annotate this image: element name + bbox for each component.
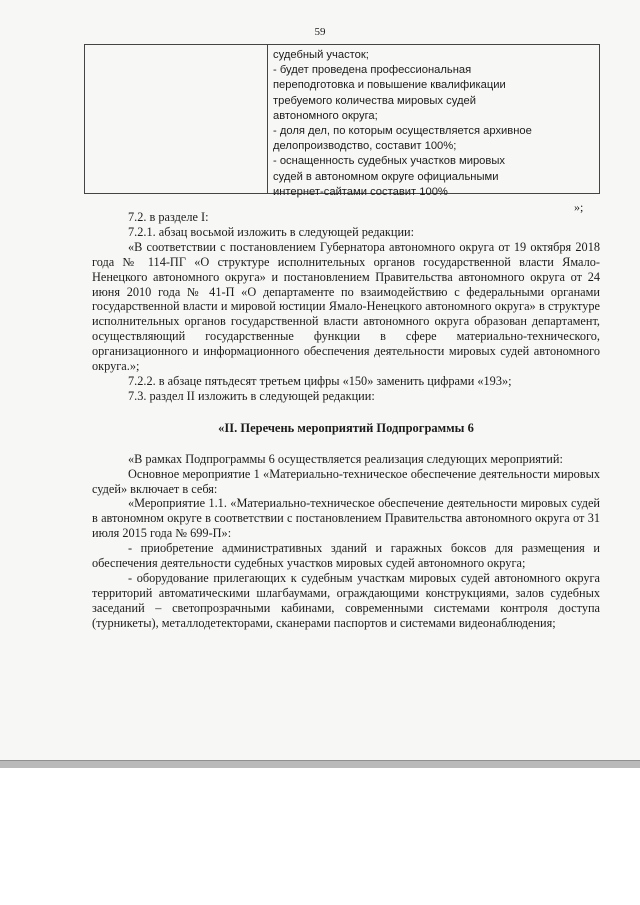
paragraph: - приобретение административных зданий и гаражных боксов для размещения и обеспечения деятельности судебных участков мировых судей автономного округа; [92, 541, 600, 571]
table-line: делопроизводство, составит 100%; [273, 140, 457, 153]
paragraph: Основное мероприятие 1 «Материально-техническое обеспечение деятельности мировых судей» включает в себя: [92, 466, 600, 496]
table-closing-quote: »; [574, 200, 584, 214]
table-line: переподготовка и повышение квалификации [273, 79, 506, 92]
paragraph: 7.2.1. абзац восьмой изложить в следующей редакции: [128, 224, 415, 239]
table-line: - будет проведена профессиональная [273, 64, 472, 77]
table-line: - доля дел, по которым осуществляется архивное [273, 125, 532, 138]
paragraph: «В рамках Подпрограммы 6 осуществляется реализация следующих мероприятий: [128, 451, 563, 466]
section-heading: «II. Перечень мероприятий Подпрограммы 6 [218, 420, 474, 435]
paragraph: - оборудование прилегающих к судебным участкам мировых судей автономного округа территорий автоматическими шлагбаумами, ограждающими конструкциями, залов судебных заседаний – светопрозрачными кабинами, современными системами контроля доступа (турникеты), металлодетекторами, сканерами паспортов и системами видеонаблюдения; [92, 570, 600, 630]
body-text [92, 210, 600, 631]
blank-page-area [0, 768, 640, 905]
table-line: требуемого количества мировых судей [273, 94, 476, 107]
table-line: - оснащенность судебных участков мировых [273, 155, 505, 168]
table-cell-text [273, 48, 593, 200]
table-line: автономного округа; [273, 109, 378, 122]
paragraph: 7.2.2. в абзаце пятьдесят третьем цифры «150» заменить цифрами «193»; [128, 373, 512, 388]
table-fragment [84, 44, 600, 198]
paragraph: 7.2. в разделе I: [128, 210, 209, 224]
paragraph: «В соответствии с постановлением Губернатора автономного округа от 19 октября 2018 года № 114-ПГ «О структуре исполнительных органов государственной власти Ямало-Ненецкого автономного округа» и постановлением Правительства автономного округа от 24 июня 2010 года № 41-П «О департаменте по взаимодействию с федеральными органами государственной власти и мировой юстиции Ямало-Ненецкого автономного округа» в структуре исполнительных органов государственной власти автономного округа образован департамент, осуществляющий государственные функции в сфере материально-технического, организационного и информационного обеспечения деятельности мировых судей автономного округа.»; [92, 239, 600, 374]
table-column-divider [267, 45, 268, 193]
paragraph: 7.3. раздел II изложить в следующей редакции: [128, 388, 375, 403]
page-number: 59 [314, 26, 326, 38]
table-line: судей в автономном округе официальными [273, 170, 499, 183]
paragraph: «Мероприятие 1.1. «Материально-техническое обеспечение деятельности мировых судей в автономном округе в соответствии с постановлением Правительства автономного округа от 31 июля 2015 года № 699-П»: [92, 496, 600, 541]
table-line: интернет-сайтами составит 100% [273, 185, 448, 198]
table-line: судебный участок; [273, 49, 369, 61]
